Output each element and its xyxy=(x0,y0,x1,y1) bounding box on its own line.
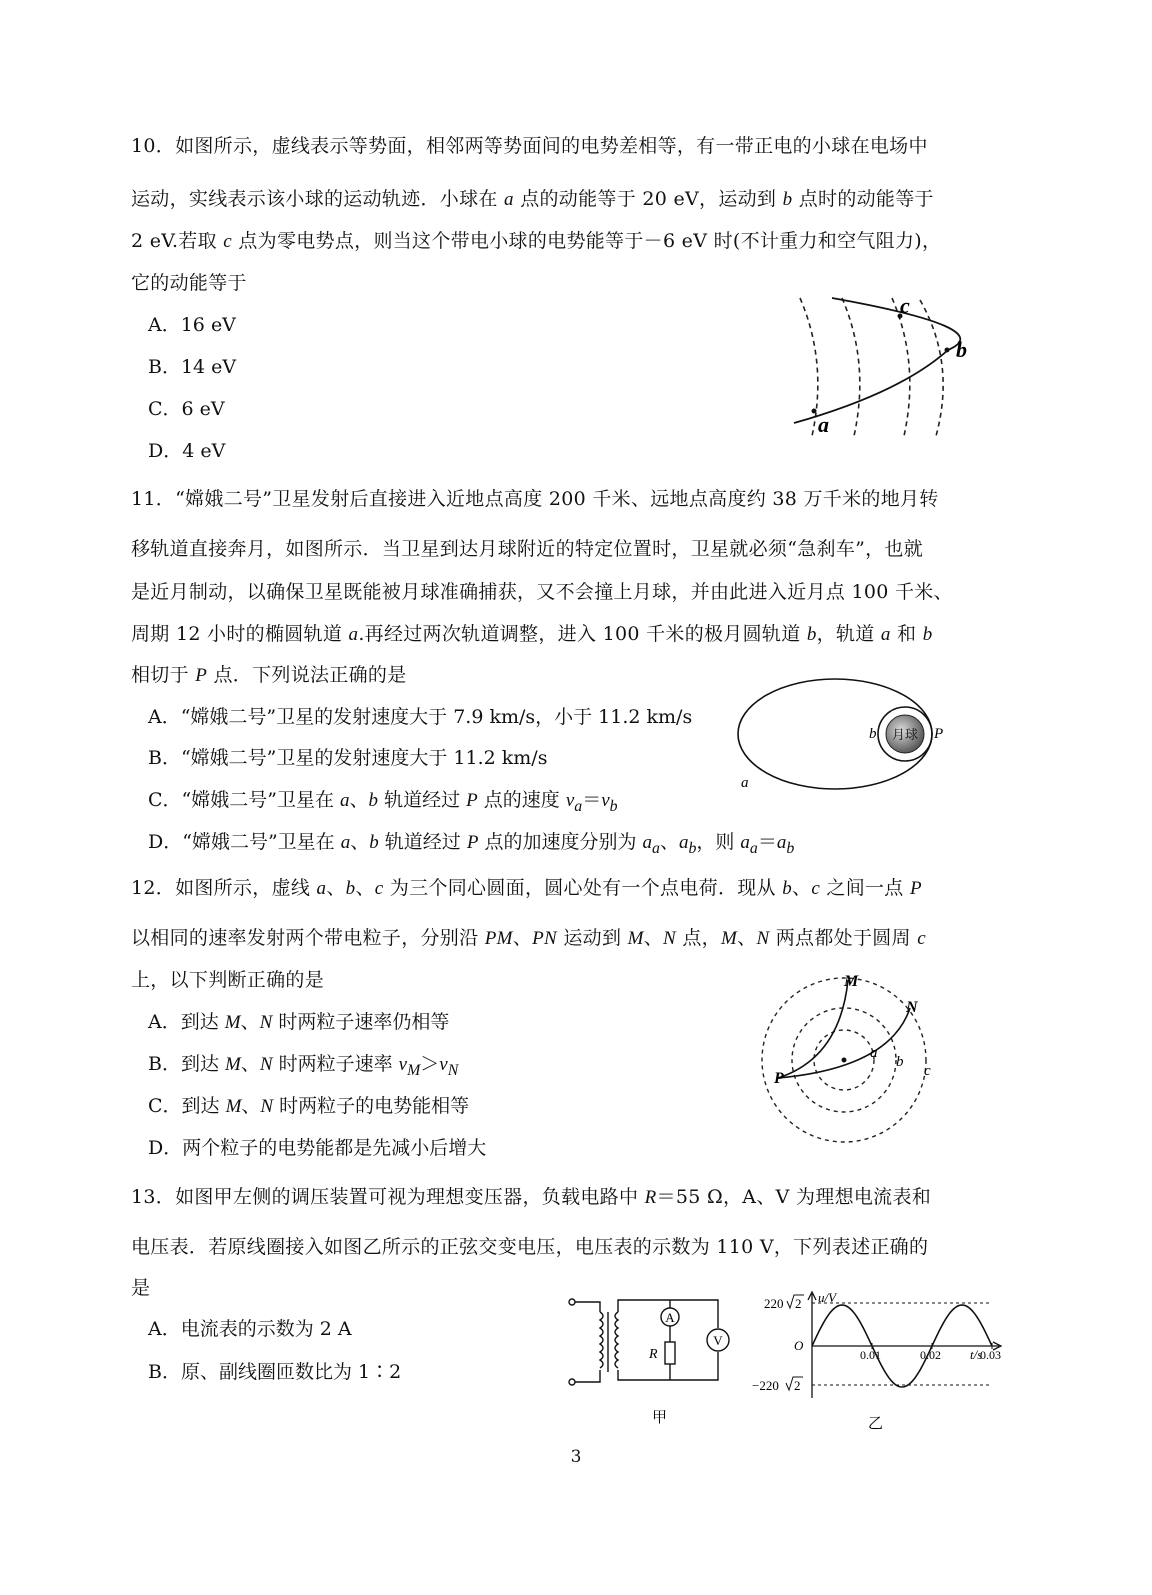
q11-line-2: 移轨道直接奔月，如图所示．当卫星到达月球附近的特定位置时，卫星就必须“急刹车”，也就 xyxy=(131,538,924,560)
q12-label-P: P xyxy=(774,1070,784,1087)
q13-resistor-label: R xyxy=(649,1347,658,1362)
q13-line-2: 电压表．若原线圈接入如图乙所示的正弦交变电压，电压表的示数为 110 V，下列表述正确的 xyxy=(131,1236,929,1258)
q11-line-5: 相切于 P 点．下列说法正确的是 xyxy=(131,664,407,686)
q13-primary-lead-bottom xyxy=(575,1370,600,1382)
q11-figure xyxy=(735,675,960,800)
q10-line-2: 运动，实线表示该小球的运动轨迹．小球在 a 点的动能等于 20 eV，运动到 b 点时的动能等于 xyxy=(131,188,934,210)
q12-option-c: C．到达 M、N 时两粒子的电势能相等 xyxy=(148,1095,470,1117)
chart-ymax-sqrt-arg: 2 xyxy=(795,1296,802,1311)
q10-label-a: a xyxy=(818,412,829,437)
q10-point-b xyxy=(945,348,950,353)
q13-primary-coil xyxy=(600,1312,603,1368)
chart-origin-label: O xyxy=(794,1338,804,1353)
q10-label-c: c xyxy=(900,293,910,318)
chart-ymin-number: −220 xyxy=(752,1378,779,1393)
chart-xlabel: t/s xyxy=(970,1347,983,1362)
q10-trajectory xyxy=(794,298,960,423)
chart-x-tick-label: 0.03 xyxy=(980,1348,1001,1362)
q11-line-4: 周期 12 小时的椭圆轨道 a.再经过两次轨道调整，进入 100 千米的极月圆轨道 b，轨道 a 和 b xyxy=(131,623,933,645)
q12-line-2: 以相同的速率发射两个带电粒子，分别沿 PM、PN 运动到 M、N 点，M、N 两点都处于圆周 c xyxy=(131,927,926,949)
q12-line-1: 12．如图所示，虚线 a、b、c 为三个同心圆面，圆心处有一个点电荷．现从 b、c 之间一点 P xyxy=(131,877,922,899)
q10-line-1: 10．如图所示，虚线表示等势面，相邻两等势面间的电势差相等，有一带正电的小球在电场中 xyxy=(131,135,928,157)
q13-option-b: B．原、副线圈匝数比为 1∶2 xyxy=(148,1361,402,1383)
q12-option-b: B．到达 M、N 时两粒子速率 $v_M>v_N$ xyxy=(148,1053,459,1079)
q10-label-b: b xyxy=(956,337,967,362)
q10-option-d: D．4 eV xyxy=(148,440,226,462)
q10-option-c: C．6 eV xyxy=(148,398,225,420)
q10-option-a: A．16 eV xyxy=(148,314,236,336)
q10-option-b: B．14 eV xyxy=(148,356,237,378)
q10-equipotential-1 xyxy=(800,298,818,436)
chart-ylabel: u/V xyxy=(818,1290,837,1305)
q13-voltmeter-label: V xyxy=(713,1333,723,1348)
q10-line-4: 它的动能等于 xyxy=(131,272,247,294)
q13-resistor xyxy=(665,1342,675,1364)
q13-line-3: 是 xyxy=(131,1277,151,1299)
q13-circuit-figure xyxy=(560,1290,740,1430)
q11-option-b: B．“嫦娥二号”卫星的发射速度大于 11.2 km/s xyxy=(148,747,548,769)
q12-label-c: c xyxy=(924,1063,931,1079)
chart-x-tick-label: 0.01 xyxy=(860,1348,881,1362)
q10-equipotential-2 xyxy=(842,298,860,436)
q12-path-PM xyxy=(778,980,848,1078)
q12-figure xyxy=(760,968,960,1148)
q13-line-1: 13．如图甲左侧的调压装置可视为理想变压器，负载电路中 R＝55 Ω，A、V 为理想电流表和 xyxy=(131,1186,932,1208)
q11-line-3: 是近月制动，以确保卫星既能被月球准确捕获，又不会撞上月球，并由此进入近月点 100 千米、 xyxy=(131,581,953,603)
q10-point-a xyxy=(812,409,817,414)
chart-ymin-sqrt-arg: 2 xyxy=(794,1378,801,1393)
q13-input-terminal-top xyxy=(569,1299,575,1305)
q11-moon-label: 月球 xyxy=(891,727,919,742)
q12-option-d: D．两个粒子的电势能都是先减小后增大 xyxy=(148,1137,487,1159)
q13-voltage-chart xyxy=(752,1286,1012,1431)
chart-ymax-label xyxy=(764,1295,804,1311)
q13-wire-bottom xyxy=(618,1352,718,1380)
q13-secondary-coil xyxy=(615,1312,618,1368)
q12-label-N: N xyxy=(906,999,918,1016)
q12-line-3: 上，以下判断正确的是 xyxy=(131,969,325,991)
q13-option-a: A．电流表的示数为 2 A xyxy=(148,1318,352,1340)
q12-label-M: M xyxy=(844,973,859,990)
q10-equipotential-3 xyxy=(892,298,910,436)
q13-caption-jia: 甲 xyxy=(652,1410,668,1426)
q11-option-a: A．“嫦娥二号”卫星的发射速度大于 7.9 km/s，小于 11.2 km/s xyxy=(148,706,693,728)
q11-option-d: D．“嫦娥二号”卫星在 a、b 轨道经过 P 点的加速度分别为 $a_a$、$a_b$，则 $a_a=a_b$ xyxy=(148,831,795,857)
q12-label-b: b xyxy=(896,1054,904,1070)
page-number: 3 xyxy=(570,1447,582,1467)
q12-option-a: A．到达 M、N 时两粒子速率仍相等 xyxy=(148,1011,450,1033)
q11-label-P: P xyxy=(934,726,944,742)
q12-point-charge xyxy=(842,1058,847,1063)
q11-option-c: C．“嫦娥二号”卫星在 a、b 轨道经过 P 点的速度 $v_a=v_b$ xyxy=(148,789,618,815)
q13-ammeter-label: A xyxy=(665,1310,675,1325)
chart-ymax-number: 220 xyxy=(764,1296,784,1311)
q10-line-3: 2 eV.若取 c 点为零电势点，则当这个带电小球的电势能等于－6 eV 时(不计重力和空气阻力)， xyxy=(131,230,942,252)
q13-caption-yi: 乙 xyxy=(868,1416,884,1431)
q11-label-a: a xyxy=(741,775,749,791)
chart-x-tick-label: 0.02 xyxy=(920,1348,941,1362)
q11-line-1: 11．“嫦娥二号”卫星发射后直接进入近地点高度 200 千米、远地点高度约 38 万千米的地月转 xyxy=(131,488,939,510)
q13-input-terminal-bottom xyxy=(569,1379,575,1385)
q11-label-b: b xyxy=(869,726,877,742)
q12-label-a: a xyxy=(870,1045,878,1061)
q12-path-PN xyxy=(778,1008,910,1078)
q10-figure xyxy=(780,288,990,440)
chart-ymin-label xyxy=(752,1377,803,1393)
q13-primary-lead-top xyxy=(575,1302,600,1312)
